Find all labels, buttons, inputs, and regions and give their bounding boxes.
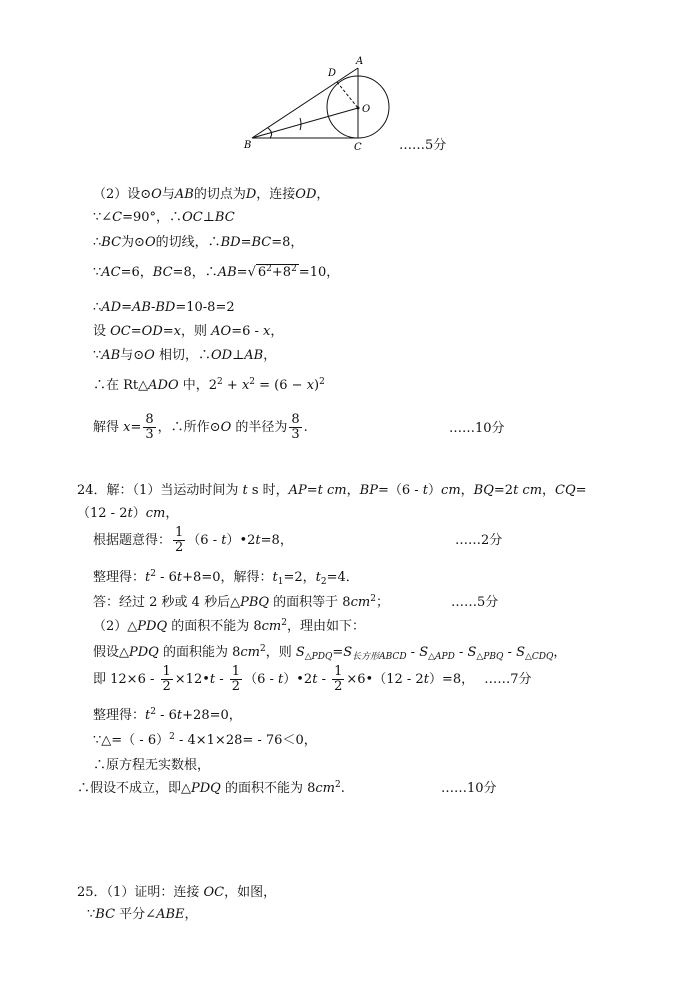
q24-line4: 整理得：$t^2 - 6t+8=0$，解得：$t_1=2$，$t_2=4$． [93, 569, 359, 587]
fraction-1-2-a: $\frac{1}{2}$ [162, 664, 171, 694]
q24-line5: 答：经过 2 秒或 4 秒后△PBQ 的面积等于 $8cm^2$； [93, 594, 389, 610]
figure-score: ……5分 [399, 138, 447, 153]
fraction-8-3-result: $\frac{8}{3}$ [291, 412, 300, 442]
q24-line1: 24．解：（1）当运动时间为 t s 时，AP=t cm，BP=（6 - t）cm，BQ=2t cm，CQ= [77, 483, 587, 498]
q25-line1: 25．（1）证明：连接 OC，如图， [77, 885, 277, 900]
q24-line9: 整理得：$t^2 - 6t+28=0$， [93, 707, 242, 723]
fraction-1-2-b: $\frac{1}{2}$ [231, 664, 241, 694]
q24-score-2: ……2分 [455, 533, 503, 548]
part2-line6: ∵AB与⊙O 相切，∴OD⊥AB， [93, 348, 277, 363]
part2-line5: 设 OC=OD=x，则 AO=6 - x， [93, 324, 284, 339]
part2-line8: 解得 x= $\frac{8}{3}$ ，∴所作⊙O 的半径为 $\frac{8}{3}$ . [93, 412, 308, 442]
center-o-dot [357, 107, 360, 110]
fraction-8-3: $\frac{8}{3}$ [145, 412, 154, 442]
q24-line6: （2）△PDQ 的面积不能为 $8cm^2$，理由如下： [93, 618, 366, 634]
label-a: A [356, 56, 364, 67]
geometry-figure [0, 0, 695, 160]
part2-score: ……10分 [449, 421, 505, 436]
q24-line2: （12 - 2t）cm， [77, 506, 179, 521]
sqrt-expression: √ $6^2+8^2$ [247, 264, 297, 280]
q24-line3: 根据题意得： $\frac{1}{2}$ （6 - t）•2t=8， [93, 525, 293, 555]
q24-line8: 即 12×6 - $\frac{1}{2}$ ×12•t - $\frac{1}{2}$ （6 - t）•2t - $\frac{1}{2}$ ×6•（12 - 2t）=8， ……7分 [93, 664, 532, 694]
label-b: B [244, 140, 252, 151]
q24-line12: ∴假设不成立，即△PDQ 的面积不能为 $8cm^2$. [77, 780, 345, 796]
q24-line7: 假设△PDQ 的面积能为 $8cm^2$，则 $S_{\triangle PDQ}=S_{长方形ABCD} - S_{\triangle APD} - S_{\triangle PBQ} - S_{\triangle CDQ}$， [93, 644, 567, 662]
part2-line4: ∴AD=AB-BD=10-8=2 [93, 300, 235, 315]
q24-score-5: ……5分 [451, 595, 499, 610]
part2-line2: ∴BC为⊙O的切线，∴BD=BC=8， [93, 235, 304, 250]
part2-intro: （2）设⊙O与AB的切点为D，连接OD， [93, 187, 330, 202]
part2-line1: ∵∠C=90°，∴OC⊥BC [93, 210, 235, 225]
label-o: O [362, 104, 371, 115]
q24-line11: ∴原方程无实数根， [93, 758, 211, 773]
fraction-1-2: $\frac{1}{2}$ [175, 525, 184, 555]
q25-line2: ∵BC 平分∠ABE， [87, 907, 198, 922]
fraction-1-2-c: $\frac{1}{2}$ [334, 664, 343, 694]
part2-line3: ∵AC=6，BC=8，∴AB=√ $6^2+8^2 =10$， [93, 264, 340, 280]
label-c: C [354, 142, 362, 153]
label-d: D [328, 68, 337, 79]
q24-score-7: ……7分 [484, 672, 532, 687]
part2-line7: ∴在 Rt△ADO 中，$2^2 + x^2 = (6 - x)^2$ [93, 377, 325, 393]
q24-score-10: ……10分 [441, 781, 497, 796]
q24-line10: ∵△=（ - 6）$^2$ - 4×1×28= - 76＜0， [93, 732, 317, 748]
segment-ba [252, 68, 358, 138]
segment-do [337, 82, 358, 108]
